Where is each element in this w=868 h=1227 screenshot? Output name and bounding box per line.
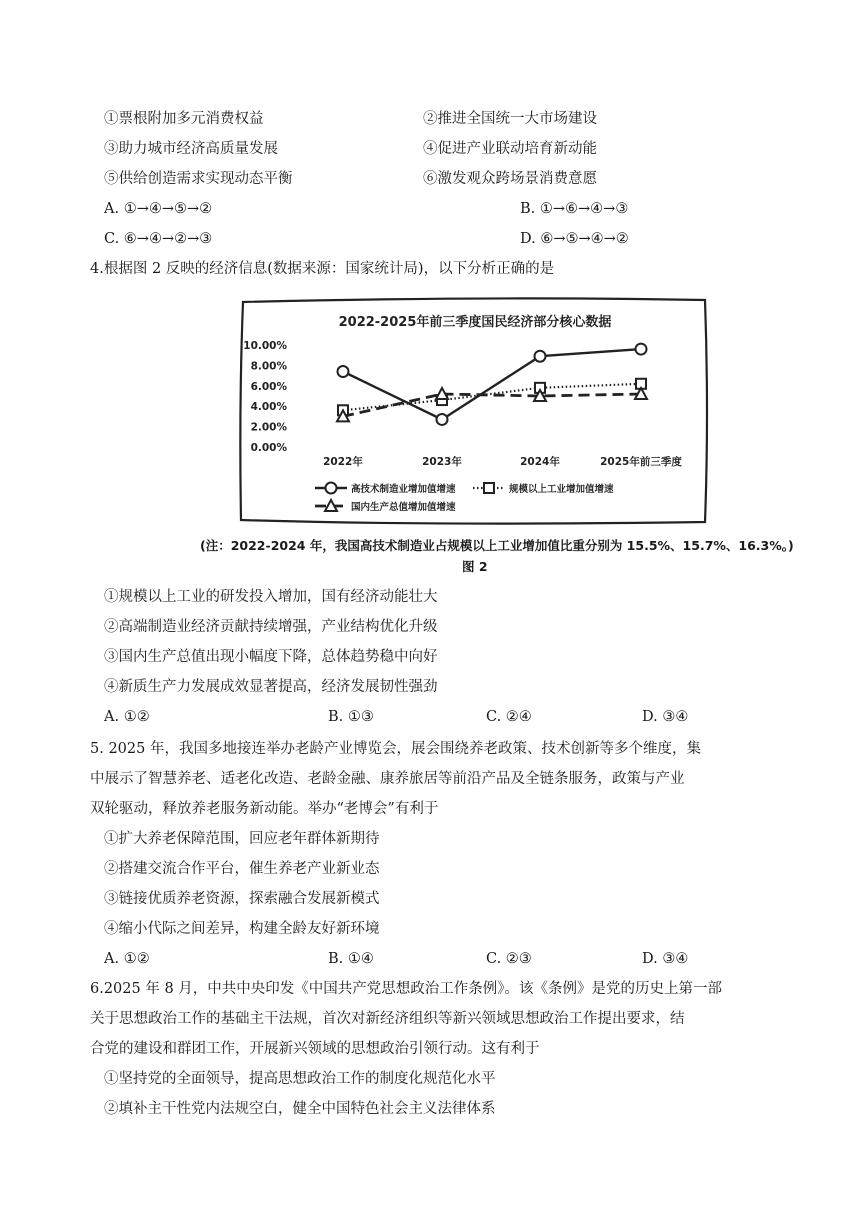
- q6-stem-line-1: 6.2025 年 8 月，中共中央印发《中国共产党思想政治工作条例》。该《条例》是党的历史上第一部: [90, 981, 723, 997]
- y-tick-label: 2.00%: [250, 421, 287, 434]
- q5-option-d: D. ③④: [642, 951, 689, 967]
- q4-option-a: A. ①②: [104, 709, 150, 725]
- x-tick-label: 2024年: [520, 456, 560, 468]
- q5-option-b: B. ①④: [328, 951, 374, 967]
- y-tick-label: 0.00%: [250, 442, 287, 454]
- x-tick-label: 2022年: [323, 456, 363, 468]
- q3-item-4: ④促进产业联动培育新动能: [423, 141, 597, 157]
- q5-stem-line-1: 5. 2025 年，我国多地接连举办老龄产业博览会，展会围绕养老政策、技术创新等多个维度，集: [90, 741, 701, 757]
- q5-item-4: ④缩小代际之间差异，构建全龄友好新环境: [104, 921, 380, 937]
- chart-figure: [235, 294, 711, 530]
- q4-stem: 4.根据图 2 反映的经济信息(数据来源：国家统计局)，以下分析正确的是: [90, 261, 555, 277]
- q3-option-d: D. ⑥→⑤→④→②: [520, 231, 629, 247]
- q3-item-2: ②推进全国统一大市场建设: [423, 111, 597, 127]
- q3-item-5: ⑤供给创造需求实现动态平衡: [104, 171, 293, 187]
- q4-option-c: C. ②④: [486, 709, 532, 725]
- y-tick-label: 8.00%: [250, 360, 287, 373]
- x-tick-label: 2025年前三季度: [600, 456, 682, 468]
- q5-option-c: C. ②③: [486, 951, 532, 967]
- q3-option-a: A. ①→④→⑤→②: [104, 201, 213, 217]
- x-tick-label: 2023年: [422, 456, 462, 468]
- q6-stem-line-3: 合党的建设和群团工作，开展新兴领域的思想政治引领行动。这有利于: [90, 1041, 540, 1057]
- series-1-point: [535, 351, 546, 362]
- q4-item-2: ②高端制造业经济贡献持续增强，产业结构优化升级: [104, 619, 438, 635]
- series-1-point: [338, 366, 349, 377]
- series-line-1: [343, 349, 641, 419]
- q5-item-1: ①扩大养老保障范围，回应老年群体新期待: [104, 831, 380, 847]
- q5-item-3: ③链接优质养老资源，探索融合发展新模式: [104, 891, 380, 907]
- figure-caption: 图 2: [462, 559, 488, 574]
- figure-note: (注：2022-2024 年，我国高技术制造业占规模以上工业增加值比重分别为 15.5%、15.7%、16.3%。): [200, 538, 794, 553]
- legend-label: 国内生产总值增加值增速: [351, 502, 456, 513]
- q4-item-3: ③国内生产总值出现小幅度下降，总体趋势稳中向好: [104, 649, 438, 665]
- y-tick-label: 6.00%: [250, 380, 287, 393]
- legend-marker: [484, 483, 494, 493]
- chart-frame: [240, 298, 707, 523]
- legend-label: 高技术制造业增加值增速: [351, 484, 456, 495]
- q3-item-6: ⑥激发观众跨场景消费意愿: [423, 171, 597, 187]
- series-1-point: [636, 344, 647, 355]
- q5-item-2: ②搭建交流合作平台，催生养老产业新业态: [104, 861, 380, 877]
- q6-stem-line-2: 关于思想政治工作的基础主干法规，首次对新经济组织等新兴领域思想政治工作提出要求，结: [90, 1011, 685, 1027]
- series-1-point: [437, 414, 448, 425]
- q4-item-1: ①规模以上工业的研发投入增加，国有经济动能壮大: [104, 589, 438, 605]
- q4-option-d: D. ③④: [642, 709, 689, 725]
- q6-item-2: ②填补主干性党内法规空白，健全中国特色社会主义法律体系: [104, 1101, 496, 1117]
- legend-label: 规模以上工业增加值增速: [509, 484, 614, 495]
- q4-item-4: ④新质生产力发展成效显著提高，经济发展韧性强劲: [104, 679, 438, 695]
- q3-item-3: ③助力城市经济高质量发展: [104, 141, 278, 157]
- chart-title: 2022-2025年前三季度国民经济部分核心数据: [338, 315, 612, 330]
- legend-marker: [326, 483, 337, 494]
- q4-option-b: B. ①③: [328, 709, 374, 725]
- y-tick-label: 4.00%: [250, 401, 287, 414]
- q3-item-1: ①票根附加多元消费权益: [104, 111, 264, 127]
- q3-option-c: C. ⑥→④→②→③: [104, 231, 213, 247]
- q5-stem-line-2: 中展示了智慧养老、适老化改造、老龄金融、康养旅居等前沿产品及全链条服务，政策与产业: [90, 771, 685, 787]
- q3-option-b: B. ①→⑥→④→③: [520, 201, 629, 217]
- q5-option-a: A. ①②: [104, 951, 150, 967]
- q5-stem-line-3: 双轮驱动，释放养老服务新动能。举办“老博会”有利于: [90, 801, 439, 817]
- line-chart: [235, 294, 711, 530]
- q6-item-1: ①坚持党的全面领导，提高思想政治工作的制度化规范化水平: [104, 1071, 496, 1087]
- y-tick-label: 10.00%: [243, 340, 287, 352]
